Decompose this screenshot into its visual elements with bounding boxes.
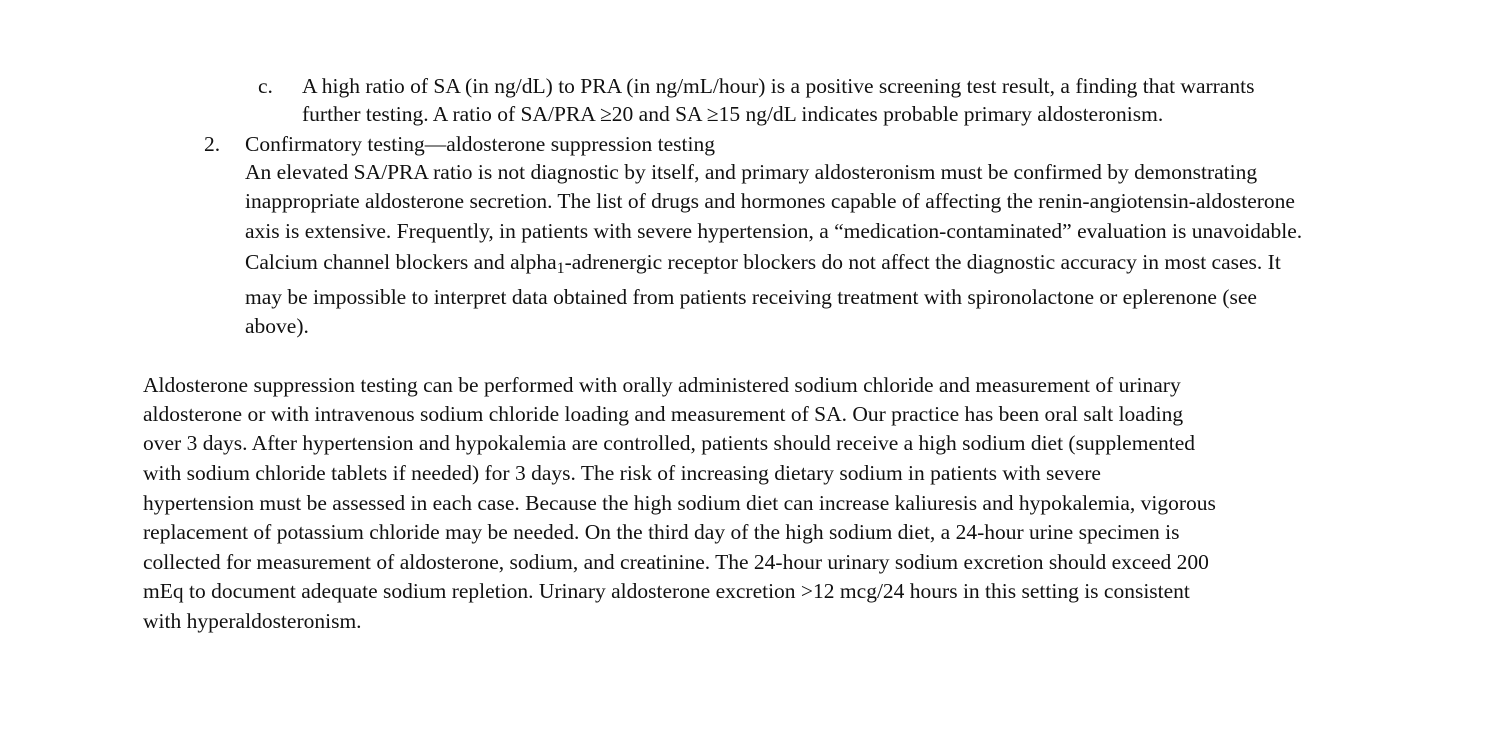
item-2-body-line-2: inappropriate aldosterone secretion. The list of drugs and hormones capable of affecting the renin-angiotensin-aldosterone	[245, 189, 1295, 213]
item-2-body-line-4	[245, 248, 1281, 276]
item-2-body-line-1: An elevated SA/PRA ratio is not diagnostic by itself, and primary aldosteronism must be confirmed by demonstrating	[245, 160, 1258, 184]
alpha-subscript: 1	[556, 260, 565, 277]
item-2-body-line-4-end: -adrenergic receptor blockers do not affect the diagnostic accuracy in most cases. It	[564, 250, 1281, 274]
item-2-body-line-5: may be impossible to interpret data obtained from patients receiving treatment with spironolactone or eplerenone (see	[245, 285, 1257, 309]
list-marker-2: 2.	[204, 132, 221, 156]
list-marker-c: c.	[258, 74, 273, 98]
paragraph-line-3: over 3 days. After hypertension and hypokalemia are controlled, patients should receive a high sodium diet (supplemented	[143, 431, 1196, 455]
paragraph-line-7: collected for measurement of aldosterone, sodium, and creatinine. The 24-hour urinary sodium excretion should exceed 200	[143, 550, 1209, 574]
item-c-line-1: A high ratio of SA (in ng/dL) to PRA (in ng/mL/hour) is a positive screening test result, a finding that warrants	[302, 74, 1255, 98]
paragraph-line-8: mEq to document adequate sodium repletion. Urinary aldosterone excretion >12 mcg/24 hours in this setting is consistent	[143, 579, 1190, 603]
item-c-line-2: further testing. A ratio of SA/PRA ≥20 and SA ≥15 ng/dL indicates probable primary aldosteronism.	[302, 102, 1164, 126]
item-2-body-line-4-start: Calcium channel blockers and alpha	[245, 250, 557, 274]
paragraph-line-6: replacement of potassium chloride may be needed. On the third day of the high sodium diet, a 24-hour urine specimen is	[143, 520, 1180, 544]
paragraph-line-5: hypertension must be assessed in each case. Because the high sodium diet can increase kaliuresis and hypokalemia, vigorous	[143, 491, 1216, 515]
item-2-heading: Confirmatory testing—aldosterone suppression testing	[245, 132, 715, 156]
paragraph-line-9: with hyperaldosteronism.	[143, 609, 362, 633]
item-2-body-line-3: axis is extensive. Frequently, in patients with severe hypertension, a “medication-contaminated” evaluation is unavoidable.	[245, 219, 1303, 243]
item-2-body-line-6: above).	[245, 314, 309, 338]
paragraph-line-2: aldosterone or with intravenous sodium chloride loading and measurement of SA. Our practice has been oral salt loading	[143, 402, 1184, 426]
paragraph-line-1: Aldosterone suppression testing can be performed with orally administered sodium chloride and measurement of urinary	[143, 373, 1181, 397]
paragraph-line-4: with sodium chloride tablets if needed) for 3 days. The risk of increasing dietary sodium in patients with severe	[143, 461, 1101, 485]
